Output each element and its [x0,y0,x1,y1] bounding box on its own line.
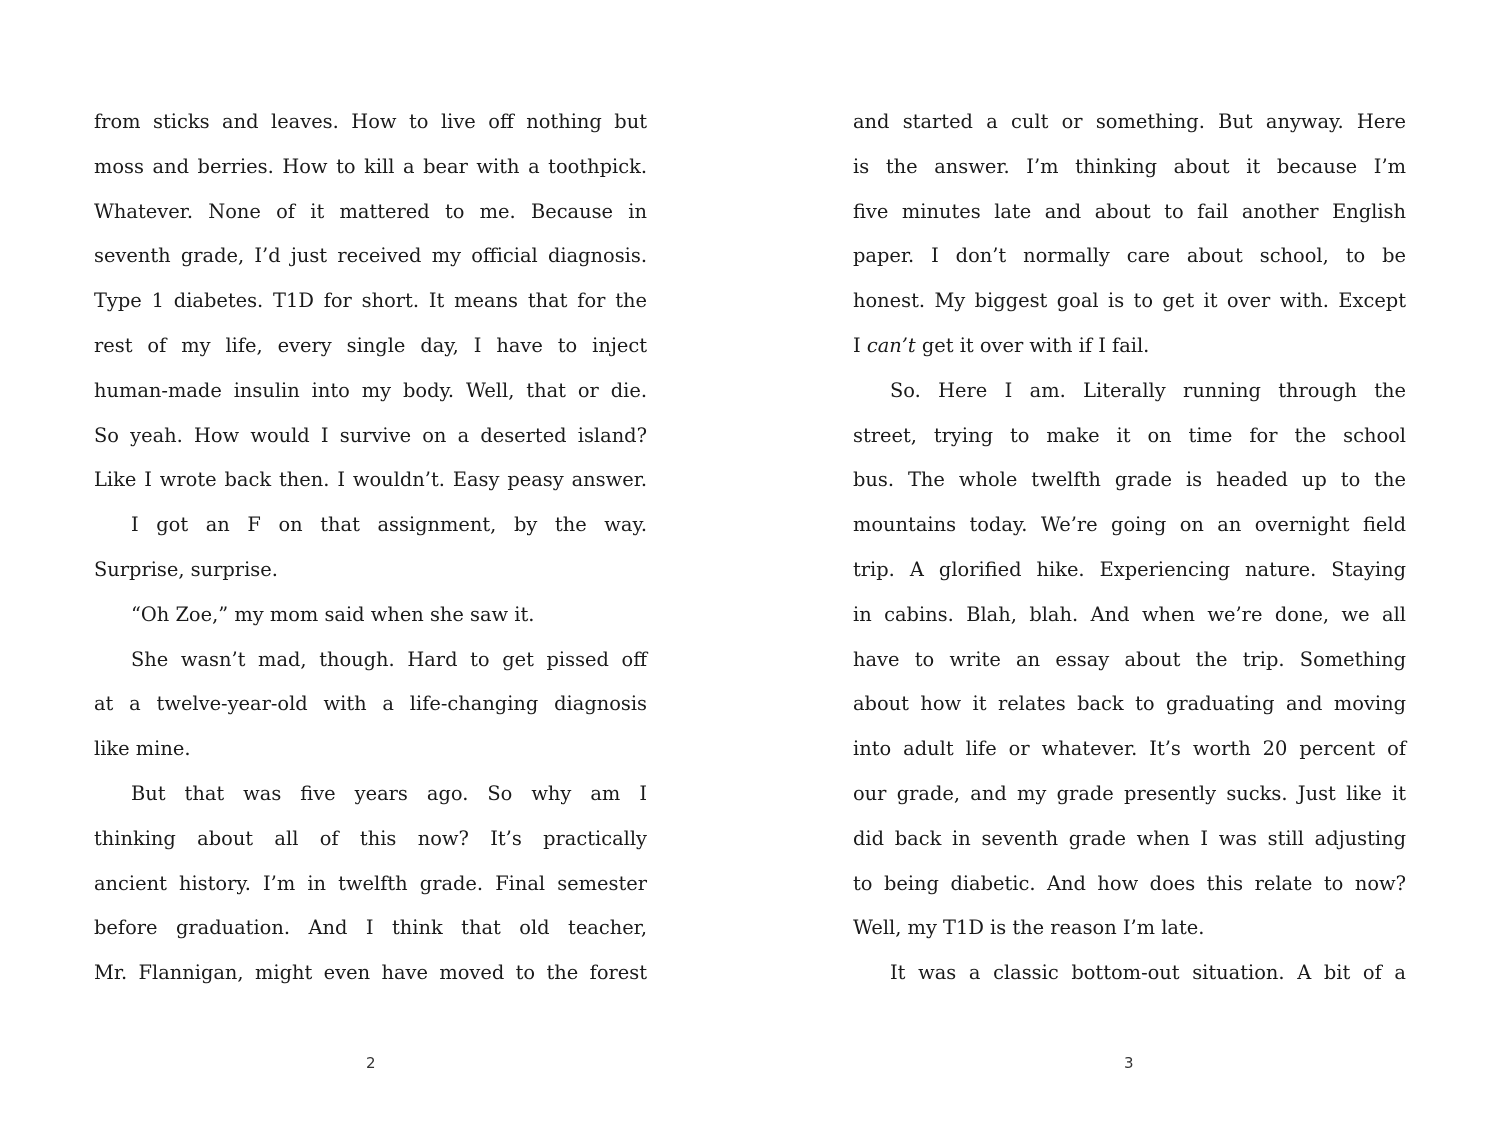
text-line-content: at a twelve-year-old with a life-changing diagnosis [94,692,647,716]
text-line-content: human-made insulin into my body. Well, that or die. [94,378,647,402]
text-line [853,417,1406,462]
text-line-content: five minutes late and about to fail another English [853,199,1406,223]
text-line [94,193,647,238]
page-number-right: 3 [1124,1054,1134,1072]
text-span: I [853,333,867,357]
text-line-content: Type 1 diabetes. T1D for short. It means that for the [94,289,647,313]
right-page [750,0,1500,1125]
text-line [94,865,647,910]
text-line [94,909,647,954]
text-line-content: did back in seventh grade when I was still adjusting [853,826,1406,850]
text-line [94,506,647,551]
text-line-content: moss and berries. How to kill a bear with a toothpick. [94,154,647,178]
text-line [94,282,647,327]
text-line-content: and started a cult or something. But anyway. Here [853,110,1406,133]
text-line-content: into adult life or whatever. It’s worth 20 percent of [853,737,1406,761]
text-line-content [853,327,1406,365]
text-line-content: our grade, and my grade presently sucks. Just like it [853,781,1406,805]
text-line [853,103,1406,148]
text-line [853,775,1406,820]
left-page-text [94,103,647,999]
text-line-content: So. Here I am. Literally running through the [890,378,1406,402]
text-line-content: before graduation. And I think that old teacher, [94,916,647,940]
text-line-content: about how it relates back to graduating and moving [853,692,1406,716]
text-line [853,193,1406,238]
right-page-text [853,103,1406,999]
text-line-content: Whatever. None of it mattered to me. Because in [94,199,647,223]
text-line [853,641,1406,686]
text-line [94,417,647,462]
text-line [853,148,1406,193]
text-line-content: Mr. Flannigan, might even have moved to the forest [94,961,647,985]
text-line-content: So yeah. How would I survive on a deserted island? [94,423,647,447]
text-line [853,685,1406,730]
text-line [853,730,1406,775]
text-line-content: like mine. [94,737,191,761]
text-line [853,237,1406,282]
text-line-content: She wasn’t mad, though. Hard to get pissed off [131,647,647,671]
text-line [94,730,647,775]
text-line [94,327,647,372]
text-line [94,596,647,641]
text-line [853,551,1406,596]
text-line [94,641,647,686]
text-line [853,506,1406,551]
text-line-content: Well, my T1D is the reason I’m late. [853,916,1205,940]
text-line [853,282,1406,327]
text-line-content: to being diabetic. And how does this relate to now? [853,871,1406,895]
text-line [853,820,1406,865]
text-line-content: Like I wrote back then. I wouldn’t. Easy peasy answer. [94,468,647,492]
text-line-content: I got an F on that assignment, by the way. [131,513,647,537]
text-line [853,596,1406,641]
text-line [853,909,1406,954]
italic-emphasis: can’t [866,333,916,357]
text-line-content: bus. The whole twelfth grade is headed up to the [853,468,1406,492]
text-line-content: honest. My biggest goal is to get it over with. Except [853,289,1406,313]
text-line [94,372,647,417]
text-line [853,461,1406,506]
text-line-content: rest of my life, every single day, I have to inject [94,333,647,357]
text-line [94,237,647,282]
text-line-content: Surprise, surprise. [94,557,278,581]
text-line [94,461,647,506]
text-line [94,551,647,596]
page-number-left: 2 [366,1054,376,1072]
text-line [853,372,1406,417]
text-line-content: thinking about all of this now? It’s practically [94,826,647,850]
text-line-content: from sticks and leaves. How to live off nothing but [94,110,647,133]
text-line-content: It was a classic bottom-out situation. A bit of a [890,961,1406,985]
text-line-content: seventh grade, I’d just received my official diagnosis. [94,244,647,268]
text-line [853,865,1406,910]
text-line-content: But that was five years ago. So why am I [131,781,647,805]
text-line-content: “Oh Zoe,” my mom said when she saw it. [131,602,535,626]
text-line [94,820,647,865]
text-line [94,103,647,148]
text-line-content: ancient history. I’m in twelfth grade. Final semester [94,871,647,895]
text-line-content: street, trying to make it on time for the school [853,423,1406,447]
text-line-content: have to write an essay about the trip. Something [853,647,1406,671]
text-line-content: trip. A glorified hike. Experiencing nature. Staying [853,557,1406,581]
text-line [94,148,647,193]
text-span: get it over with if I fail. [915,333,1150,357]
text-line [853,954,1406,999]
text-line [94,685,647,730]
text-line [853,327,1406,372]
text-line-content: in cabins. Blah, blah. And when we’re done, we all [853,602,1406,626]
text-line-content: is the answer. I’m thinking about it because I’m [853,154,1406,178]
text-line-content: mountains today. We’re going on an overnight field [853,513,1406,537]
text-line [94,954,647,999]
text-line-content: paper. I don’t normally care about school, to be [853,244,1406,268]
text-line [94,775,647,820]
